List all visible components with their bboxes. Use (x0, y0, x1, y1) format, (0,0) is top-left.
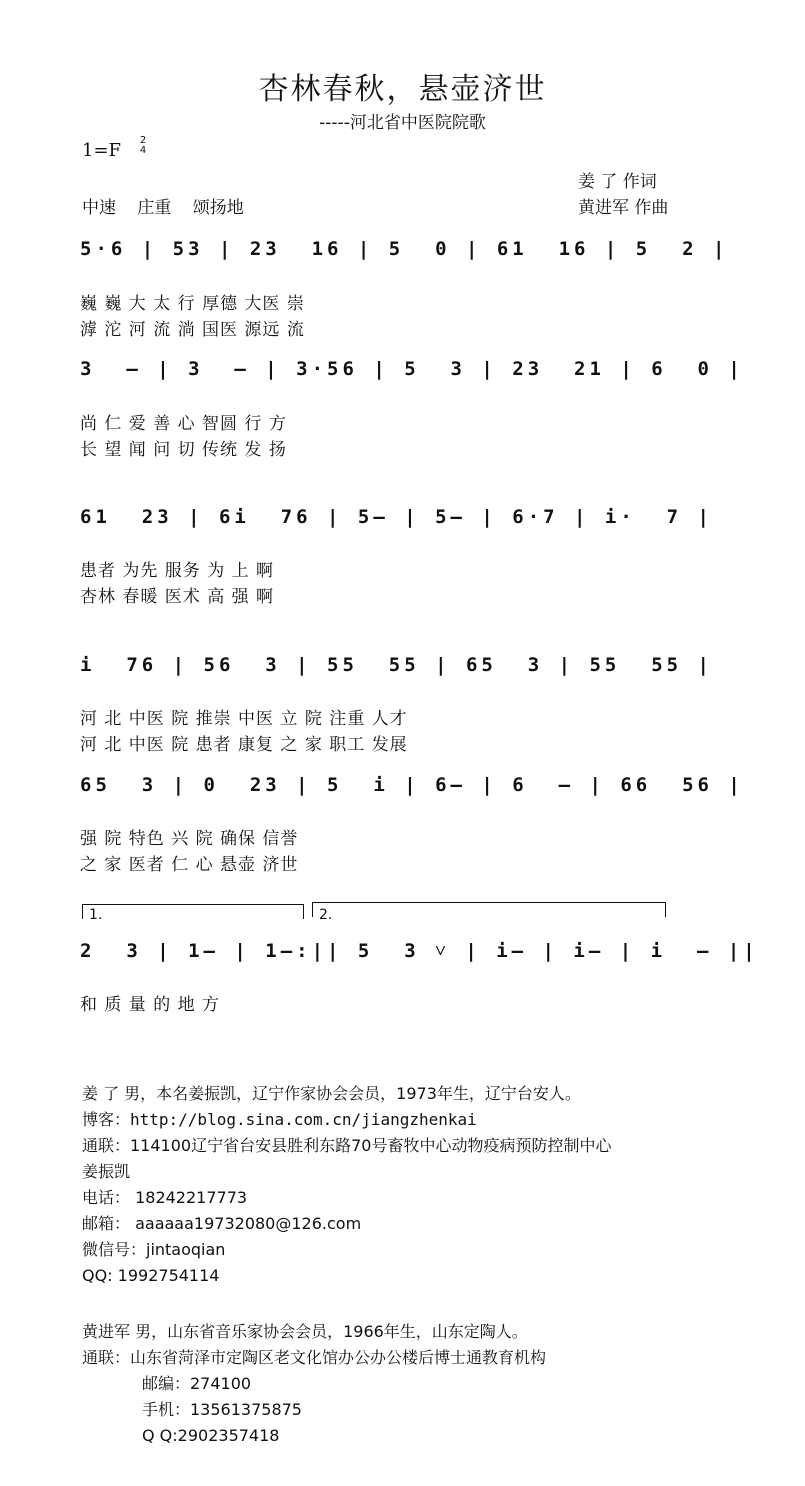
tempo-marking (82, 193, 260, 218)
lyricist-credit: 姜 了 作词 (578, 172, 657, 192)
lyric-line-3-verse-2: 杏林 春暖 医术 高 强 啊 (80, 587, 275, 607)
score-line-1-notes: 5·6 | 53 | 23 16 | 5 0 | 61 16 | 5 2 | (80, 238, 729, 260)
lyric-line-3-verse-1: 患者 为先 服务 为 上 啊 (80, 561, 275, 581)
lyric-line-1-verse-2: 滹 沱 河 流 淌 国医 源远 流 (80, 320, 305, 340)
score-line-2 (80, 358, 744, 380)
lyric-line-2-verse-1: 尚 仁 爱 善 心 智圆 行 方 (80, 414, 287, 434)
time-signature-top: 2 (139, 135, 147, 146)
lyricist-address-name: 姜振凯 (82, 1162, 131, 1181)
lyricist-wechat: 微信号：jintaoqian (82, 1240, 226, 1259)
lyricist-phone: 电话： 18242217773 (82, 1188, 248, 1207)
composer-info (82, 1319, 546, 1449)
key-signature: 1=F (82, 140, 122, 161)
score-line-6-notes: 2 3 | 1— | 1—:|| 5 3 ˅ | i— | i— | i — || (80, 940, 759, 962)
lyricist-address: 通联：114100辽宁省台安县胜利东路70号畜牧中心动物疫病预防控制中心 (82, 1136, 612, 1155)
score-line-2-notes: 3 — | 3 — | 3·56 | 5 3 | 23 21 | 6 0 | (80, 358, 744, 380)
lyric-line-4-verse-2: 河 北 中医 院 患者 康复 之 家 职工 发展 (80, 735, 408, 755)
composer-mobile: 手机：13561375875 (142, 1400, 302, 1419)
first-ending-bracket (82, 904, 304, 923)
score-line-3 (80, 506, 713, 528)
lyricist-blog: 博客：http://blog.sina.com.cn/jiangzhenkai (82, 1110, 477, 1129)
second-ending-bracket (312, 902, 666, 923)
time-signature (138, 136, 148, 156)
lyric-line-5-verse-2: 之 家 医者 仁 心 悬壶 济世 (80, 855, 299, 875)
lyricist-email: 邮箱： aaaaaa19732080@126.com (82, 1214, 362, 1233)
lyric-line-1-verse-1: 巍 巍 大 太 行 厚德 大医 崇 (80, 294, 305, 314)
lyric-line-5-verse-1: 强 院 特色 兴 院 确保 信誉 (80, 829, 299, 849)
score-line-3-notes: 61 23 | 6i 76 | 5— | 5— | 6·7 | i· 7 | (80, 506, 713, 528)
lyricist-bio: 姜 了 男，本名姜振凯，辽宁作家协会会员，1973年生，辽宁台安人。 (82, 1084, 581, 1103)
composer-qq: Q Q:2902357418 (142, 1426, 280, 1445)
lyric-line-4-verse-1: 河 北 中医 院 推崇 中医 立 院 注重 人才 (80, 709, 408, 729)
tempo-expression: 颂扬地 (192, 198, 244, 218)
lyric-line-6: 和 质 量 的 地 方 (80, 995, 221, 1015)
lyric-line-2-verse-2: 长 望 闻 问 切 传统 发 扬 (80, 440, 287, 460)
song-subtitle: -----河北省中医院院歌 (319, 113, 486, 133)
lyricist-qq: QQ: 1992754114 (82, 1266, 220, 1285)
composer-postcode: 邮编：274100 (142, 1374, 252, 1393)
first-ending-label: 1. (89, 907, 103, 923)
score-line-4-notes: i 76 | 56 3 | 55 55 | 65 3 | 55 55 | (80, 654, 713, 676)
score-line-4 (80, 654, 713, 676)
score-line-6 (80, 940, 759, 963)
author-info (82, 1081, 611, 1289)
tempo-speed: 中速 (82, 198, 116, 218)
score-line-5 (80, 774, 744, 796)
composer-address: 通联：山东省菏泽市定陶区老文化馆办公办公楼后博士通教育机构 (82, 1348, 547, 1367)
composer-bio: 黄进军 男，山东省音乐家协会会员，1966年生，山东定陶人。 (82, 1322, 528, 1341)
second-ending-label: 2. (319, 907, 333, 923)
score-line-1 (80, 238, 728, 260)
time-signature-bottom: 4 (139, 145, 147, 156)
tempo-mood: 庄重 (137, 198, 172, 218)
song-title: 杏林春秋，悬壶济世 (258, 72, 547, 107)
composer-credit: 黄进军 作曲 (578, 198, 669, 218)
score-line-5-notes: 65 3 | 0 23 | 5 i | 6— | 6 — | 66 56 | (80, 774, 744, 796)
